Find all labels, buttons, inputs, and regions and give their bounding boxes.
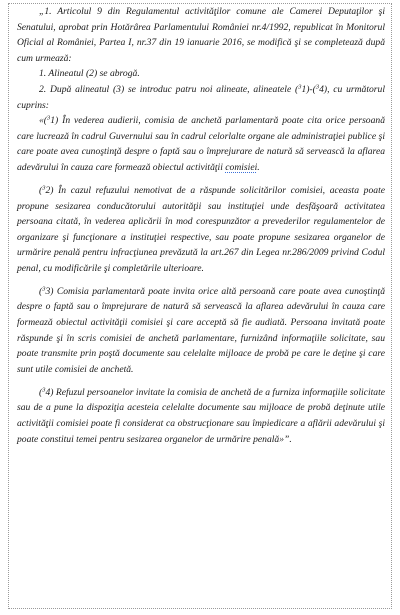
text-segment: 3: [45, 285, 51, 297]
superscript: 3: [42, 285, 46, 293]
text-segment: „1. Articolul 9 din Regulamentul activităţilor comune ale Camerei Deputaţilor şi Senatului, aprobat prin Hotărârea Parlamentului României nr.4/1992, republicat în Monitorul Oficial al României, Partea I, nr.37 din 19 ianuarie 2016, se modifică şi se completează după cum urmează:: [17, 6, 385, 64]
text-segment: ) Refuzul persoanelor invitate la comisia de anchetă de a furniza informaţiile solicitate sau de a pune la dispoziţia acesteia celelalte documente sau mijloace de probă deţinute utile activităţii comisiei poate fi considerat ca obstrucţionare sau împiedicare a aflării adevărului şi poate constitui temei pentru sesizarea organelor de urmărire penală»”.: [17, 386, 385, 445]
text-segment: 2: [45, 184, 51, 196]
underlined-word: comisiei: [225, 161, 258, 173]
text-segment: «(: [39, 115, 47, 127]
superscript: 3: [42, 184, 46, 192]
text-segment: 2. După alineatul (3) se introduc patru noi alineate, alineatele (: [39, 83, 299, 95]
text-segment: ) În cazul refuzului nemotivat de a răspunde solicitărilor comisiei, aceasta poate propune sesizarea conducătorului autorităţii sau instituţiei unde desfăşoară activitatea persoana citată, în vederea aplicării în mod corespunzător a prevederilor regulamentelor de organizare şi funcţionare a instituţiei respective, sau poate propune sesizarea organelor de urmărire penală pentru infracţiunea prevăzută la art.267 din Legea nr.286/2009 privind Codul penal, cu modificările şi completările ulterioare.: [17, 184, 385, 274]
superscript: 3: [315, 83, 320, 91]
text-segment: .: [257, 161, 260, 173]
paragraph-alineat-3-4: [17, 385, 385, 447]
paragraph-alineat-3-1: [17, 113, 385, 175]
paragraph-alineat-3-3: [17, 284, 385, 378]
text-segment: ), cu următorul cuprins:: [17, 83, 386, 111]
paragraph-point-2: [17, 82, 385, 113]
text-segment: 4: [45, 386, 51, 398]
paragraph-alineat-3-2: [17, 183, 385, 277]
document-page: [8, 3, 392, 609]
text-segment: (: [39, 285, 43, 297]
superscript: 3: [298, 83, 302, 91]
superscript: 3: [42, 386, 46, 394]
superscript: 3: [47, 114, 51, 122]
text-segment: ) În vederea audierii, comisia de anchetă parlamentară poate cita orice persoană care lucrează în cadrul Guvernului sau în cadrul celorlalte organe ale administraţiei publice şi care poate avea cunoştinţă despre o faptă sau o împrejurare de natură să servească la aflarea adevărului în cauza care formează obiectul activităţii: [17, 115, 385, 173]
text-segment: 4: [319, 83, 324, 95]
text-segment: 1: [301, 83, 307, 95]
text-segment: 1. Alineatul (2) se abrogă.: [39, 68, 140, 80]
text-segment: (: [39, 184, 43, 196]
paragraph-article-1: [17, 4, 385, 66]
text-segment: 1: [50, 115, 56, 127]
text-segment: )-(: [306, 83, 316, 95]
paragraph-point-1: [17, 66, 385, 82]
text-segment: ) Comisia parlamentară poate invita orice altă persoană care poate avea cunoştinţă despre o faptă sau o împrejurare de natură să servească la aflarea adevărului în cauza care formează obiectul activităţii comisiei şi care acceptă să fie audiată. Persoana invitată poate răspunde şi în scris comisiei de anchetă parlamentare, furnizând informaţiile solicitate, sau poate transmite prin poştă documente sau celelalte mijloace de probă pe care le deţine şi care sunt utile comisiei de anchetă.: [17, 285, 385, 375]
text-segment: (: [39, 386, 43, 398]
